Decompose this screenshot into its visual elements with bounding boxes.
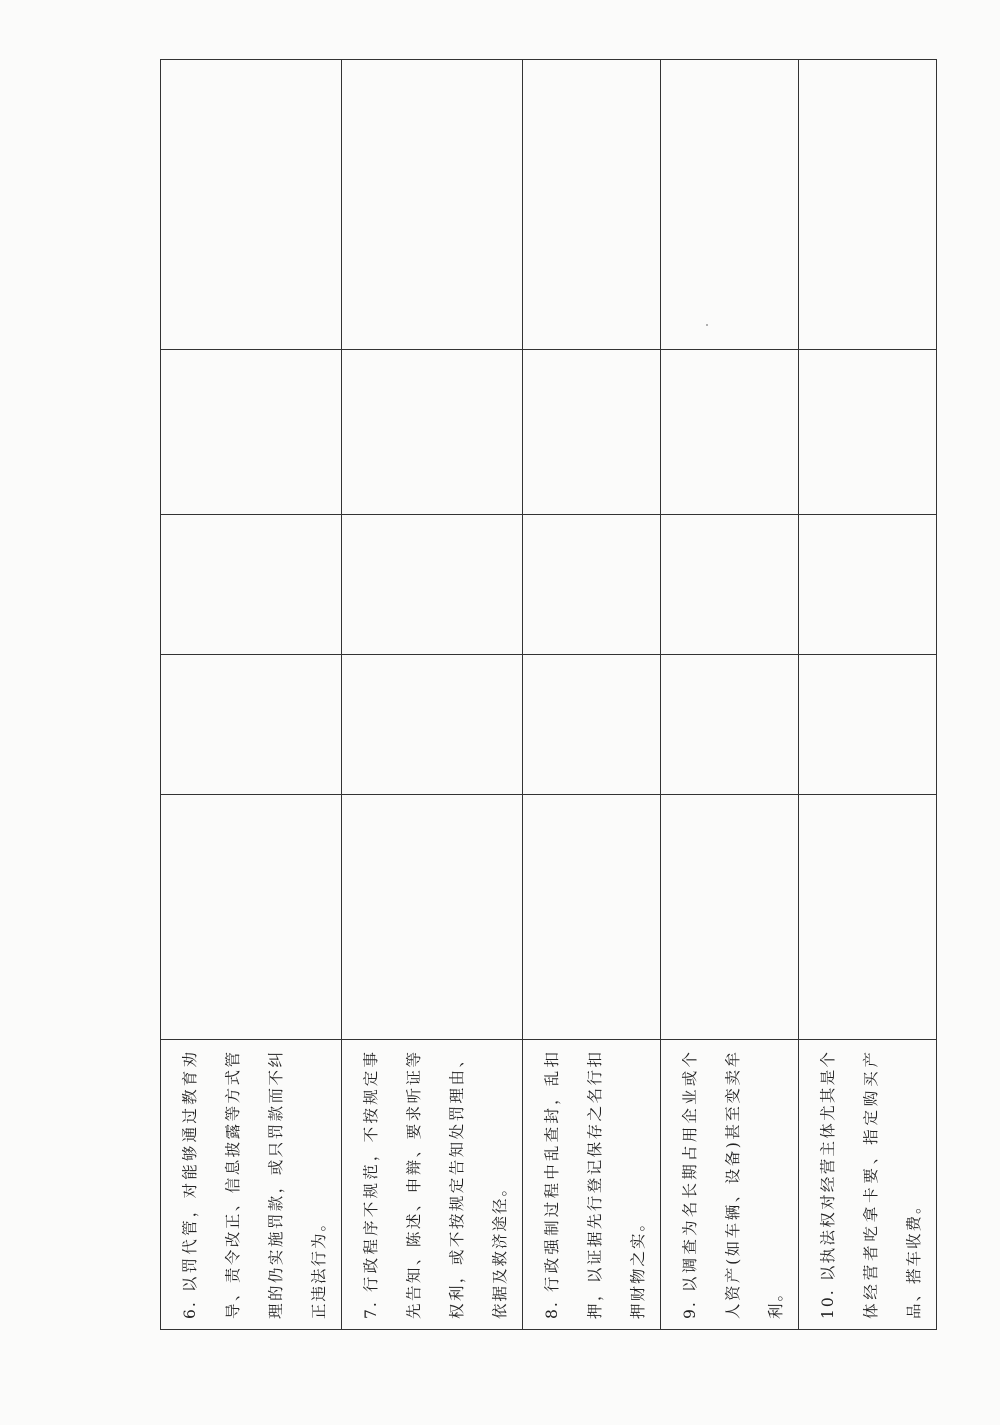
table-row [342, 60, 523, 1330]
empty-cell [161, 515, 342, 655]
issues-table [160, 59, 937, 1330]
empty-cell [342, 60, 523, 350]
empty-cell [161, 795, 342, 1040]
empty-cell [342, 515, 523, 655]
issue-text: 10. 以执法权对经营主体尤其是个体经营者吃拿卡要、指定购买产品、搭车收费。 [819, 1050, 923, 1319]
issue-description-cell [523, 1040, 661, 1330]
empty-cell [523, 350, 661, 515]
empty-cell [799, 655, 937, 795]
table-row [661, 60, 799, 1330]
empty-cell [523, 795, 661, 1040]
empty-cell [161, 60, 342, 350]
empty-cell [661, 350, 799, 515]
empty-cell [342, 350, 523, 515]
issue-description-cell [661, 1040, 799, 1330]
empty-cell [799, 795, 937, 1040]
issue-description-cell [342, 1040, 523, 1330]
empty-cell [799, 515, 937, 655]
empty-cell [661, 515, 799, 655]
empty-cell [523, 60, 661, 350]
issue-text: 6. 以罚代管，对能够通过教育劝导、责令改正、信息披露等方式管理的仍实施罚款，或只罚款而不纠正违法行为。 [181, 1050, 328, 1319]
table-row [161, 60, 342, 1330]
empty-cell [661, 60, 799, 350]
empty-cell [342, 795, 523, 1040]
empty-cell [661, 655, 799, 795]
issue-text: 7. 行政程序不规范，不按规定事先告知、陈述、申辩、要求听证等权利，或不按规定告知处罚理由、依据及救济途径。 [362, 1050, 509, 1319]
empty-cell [799, 60, 937, 350]
empty-cell [161, 350, 342, 515]
scan-speck [706, 324, 708, 326]
empty-cell [342, 655, 523, 795]
empty-cell [661, 795, 799, 1040]
rotated-table-container [160, 60, 923, 1330]
issue-description-cell [161, 1040, 342, 1330]
empty-cell [523, 655, 661, 795]
issue-text: 8. 行政强制过程中乱查封，乱扣押，以证据先行登记保存之名行扣押财物之实。 [543, 1050, 647, 1319]
table-row [523, 60, 661, 1330]
empty-cell [523, 515, 661, 655]
table-row [799, 60, 937, 1330]
empty-cell [161, 655, 342, 795]
empty-cell [799, 350, 937, 515]
issue-text: 9. 以调查为名长期占用企业或个人资产(如车辆、设备)甚至变卖牟利。 [681, 1050, 785, 1319]
issue-description-cell [799, 1040, 937, 1330]
